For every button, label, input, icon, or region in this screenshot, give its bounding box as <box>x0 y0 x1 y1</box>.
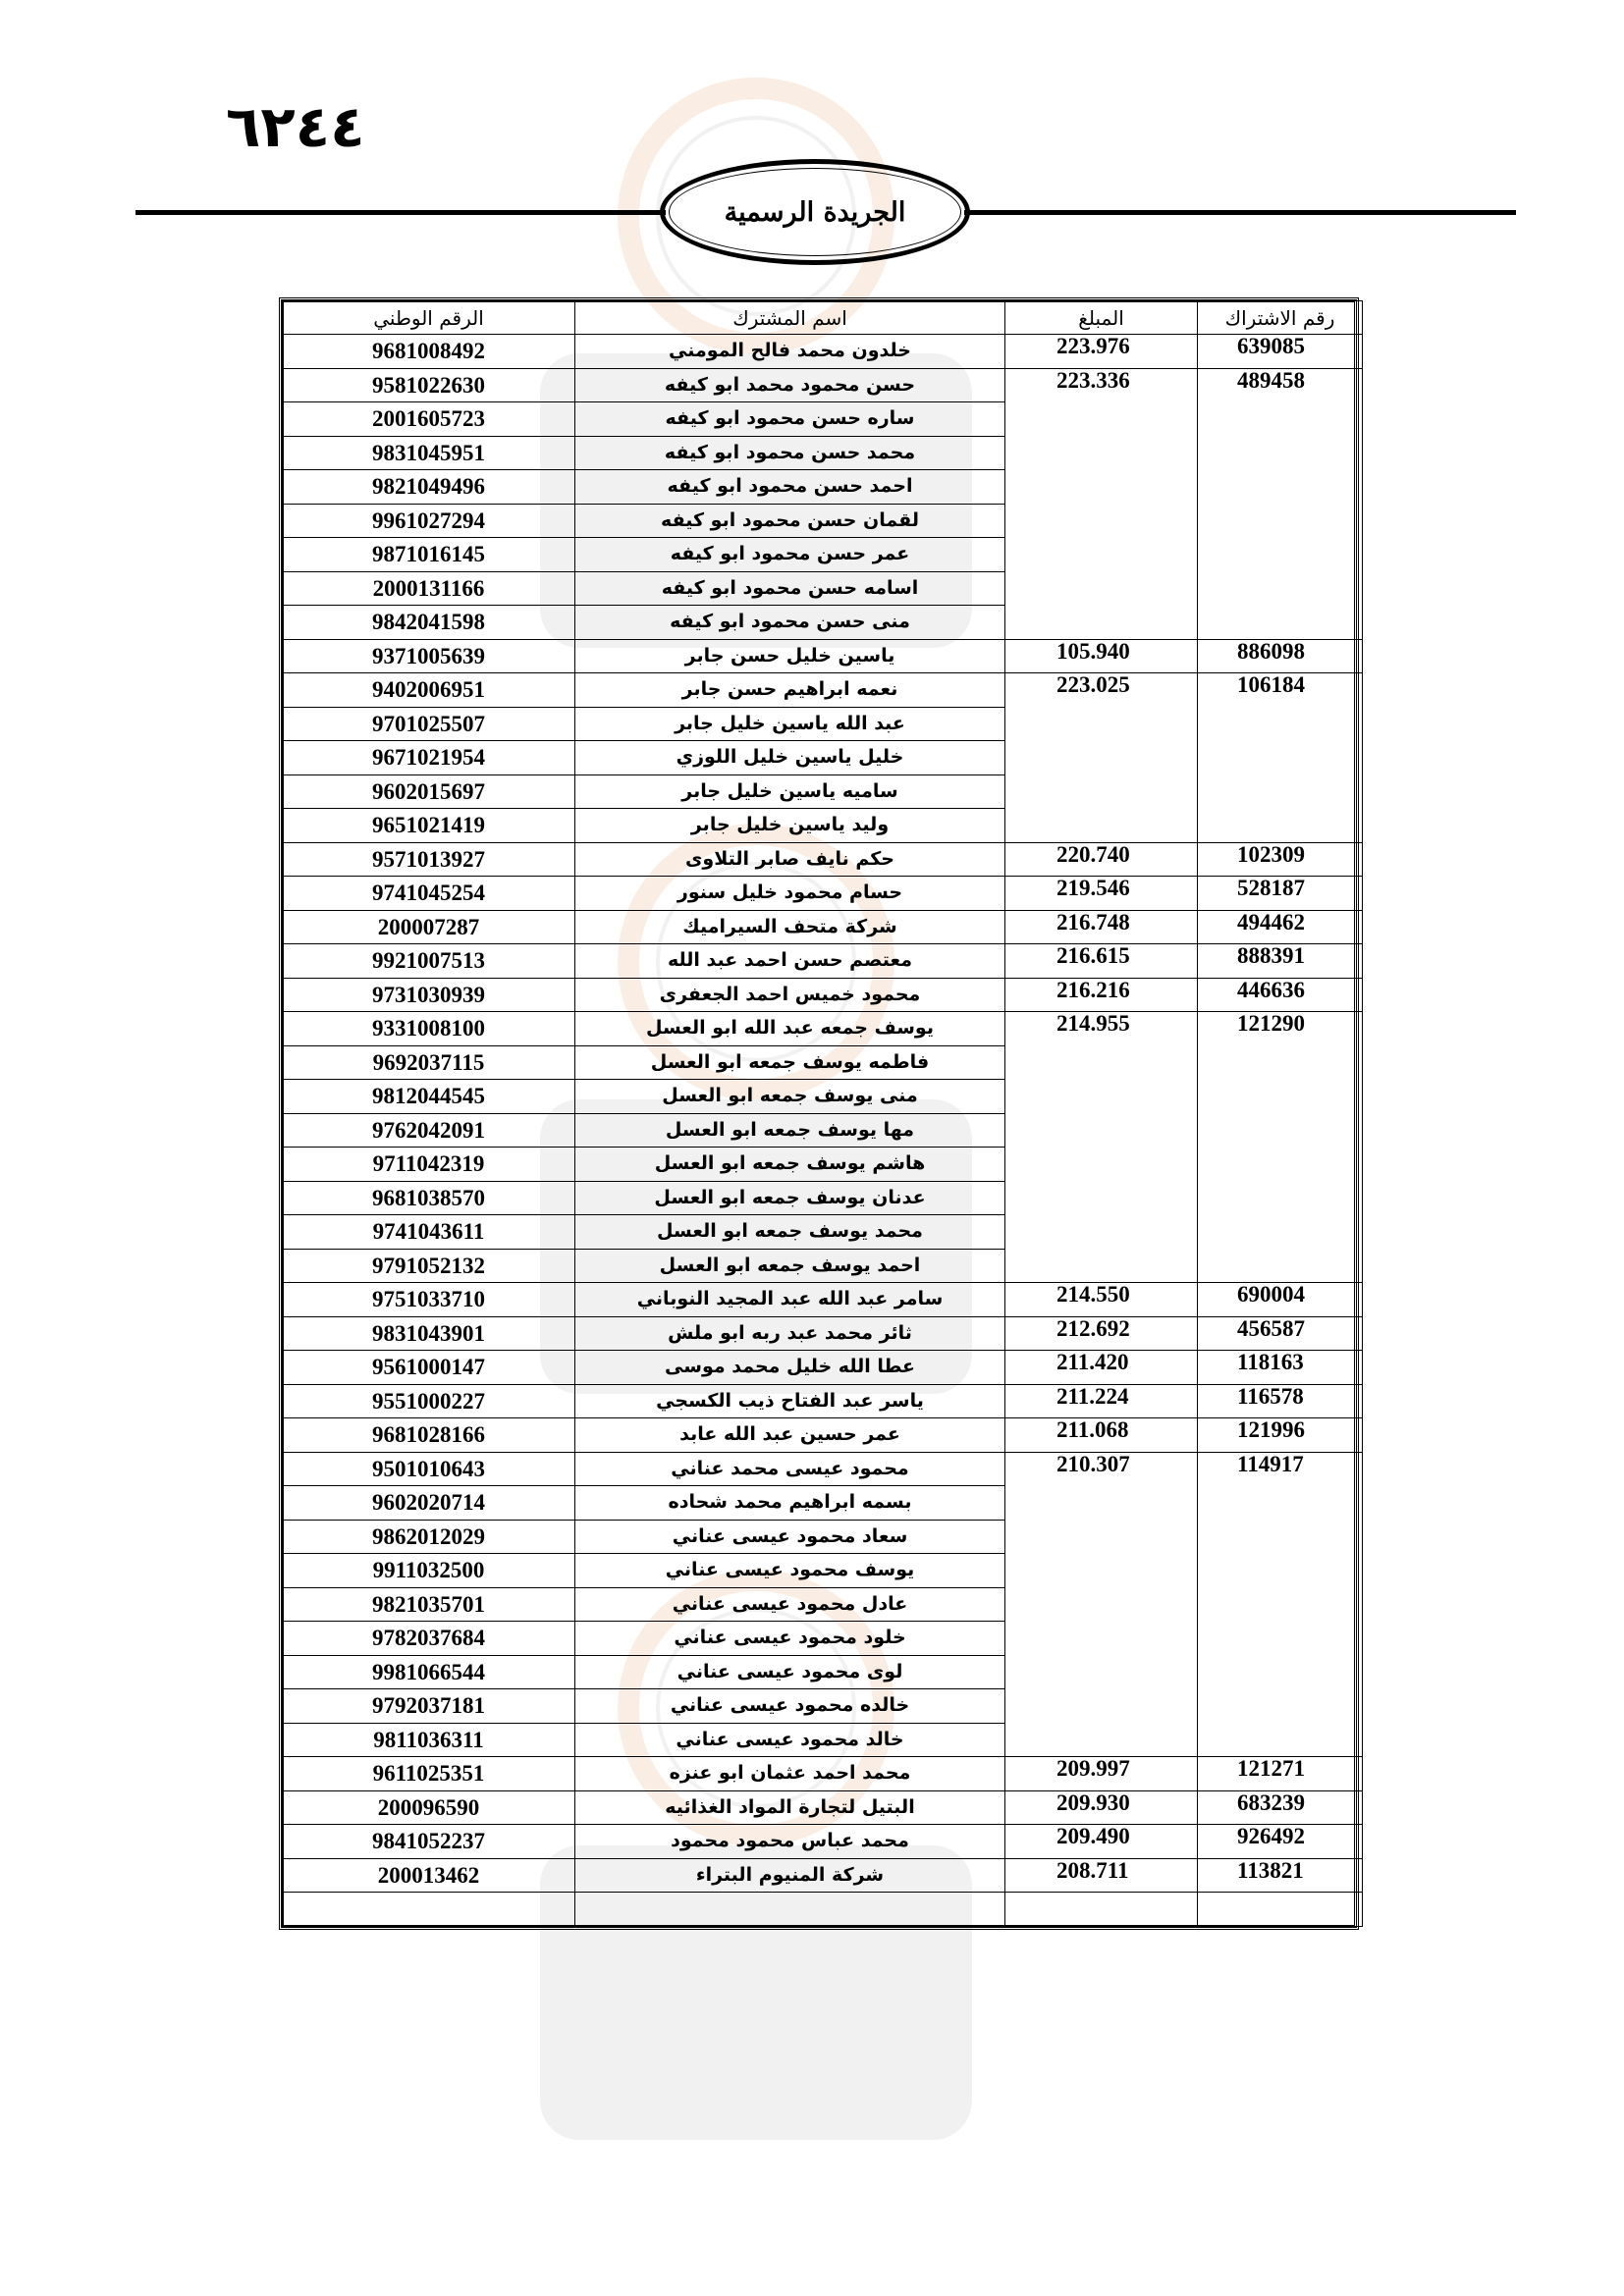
subscriber-name-cell: محمد عباس محمود محمود <box>575 1825 1005 1859</box>
subscriber-name-cell: البتيل لتجارة المواد الغذائيه <box>575 1790 1005 1825</box>
subscriber-name-cell: شركة المنيوم البتراء <box>575 1858 1005 1893</box>
subscriber-name-cell: سامر عبد الله عبد المجيد النوباني <box>575 1283 1005 1317</box>
table-row <box>283 1790 1363 1825</box>
table-body <box>283 335 1363 1927</box>
subscriber-name-cell: خلدون محمد فالح المومني <box>575 335 1005 369</box>
national-id-cell: 9842041598 <box>283 606 575 640</box>
subscriber-name-cell: ياسين خليل حسن جابر <box>575 639 1005 673</box>
subscriber-name-cell: يوسف جمعه عبد الله ابو العسل <box>575 1012 1005 1046</box>
amount-cell: 209.490 <box>1005 1825 1198 1859</box>
national-id-cell: 9611025351 <box>283 1757 575 1791</box>
gazette-title <box>660 159 970 265</box>
amount-cell: 211.068 <box>1005 1418 1198 1453</box>
amount-cell: 211.420 <box>1005 1351 1198 1385</box>
national-id-cell: 9581022630 <box>283 368 575 402</box>
national-id-cell: 9681038570 <box>283 1181 575 1215</box>
table-row <box>283 1757 1363 1791</box>
national-id-cell: 9741043611 <box>283 1215 575 1250</box>
subscriber-name-cell: لقمان حسن محمود ابو كيفه <box>575 504 1005 538</box>
amount-cell: 216.748 <box>1005 910 1198 944</box>
subscriber-name-cell: ياسر عبد الفتاح ذيب الكسجي <box>575 1384 1005 1418</box>
subscriber-name-cell: حسن محمود محمد ابو كيفه <box>575 368 1005 402</box>
subscriber-name-cell: منى حسن محمود ابو كيفه <box>575 606 1005 640</box>
subscriber-name-cell: حكم نايف صابر التلاوى <box>575 842 1005 877</box>
table-row <box>283 1012 1363 1046</box>
subscriber-name-cell: يوسف محمود عيسى عناني <box>575 1554 1005 1588</box>
page-number: ٦٢٤٤ <box>226 93 365 160</box>
amount-cell: 223.976 <box>1005 335 1198 369</box>
national-id-cell: 9331008100 <box>283 1012 575 1046</box>
table-row <box>283 368 1363 402</box>
header-subscriber-name: اسم المشترك <box>575 301 1005 335</box>
subscription-number-cell: 456587 <box>1198 1316 1363 1351</box>
amount-cell: 216.216 <box>1005 978 1198 1012</box>
table-row <box>283 944 1363 979</box>
amount-cell: 209.930 <box>1005 1790 1198 1825</box>
amount-cell: 208.711 <box>1005 1858 1198 1893</box>
national-id-cell: 9782037684 <box>283 1622 575 1656</box>
table-row <box>283 1351 1363 1385</box>
subscription-number-cell: 528187 <box>1198 877 1363 911</box>
blank-cell <box>1198 1893 1363 1927</box>
subscriber-name-cell: عادل محمود عيسى عناني <box>575 1587 1005 1622</box>
blank-cell <box>575 1893 1005 1927</box>
national-id-cell: 9791052132 <box>283 1249 575 1283</box>
blank-cell <box>283 1893 575 1927</box>
national-id-cell: 9812044545 <box>283 1080 575 1114</box>
table-row <box>283 1384 1363 1418</box>
subscription-number-cell: 926492 <box>1198 1825 1363 1859</box>
subscriber-name-cell: اسامه حسن محمود ابو كيفه <box>575 571 1005 606</box>
national-id-cell: 9961027294 <box>283 504 575 538</box>
national-id-cell: 9792037181 <box>283 1689 575 1724</box>
records-table-frame <box>279 297 1359 1930</box>
subscriber-name-cell: عبد الله ياسين خليل جابر <box>575 707 1005 741</box>
subscriber-name-cell: خلود محمود عيسى عناني <box>575 1622 1005 1656</box>
table-row <box>283 1316 1363 1351</box>
subscriber-name-cell: خالده محمود عيسى عناني <box>575 1689 1005 1724</box>
national-id-cell: 9371005639 <box>283 639 575 673</box>
subscriber-name-cell: محمود خميس احمد الجعفرى <box>575 978 1005 1012</box>
national-id-cell: 9841052237 <box>283 1825 575 1859</box>
subscriber-name-cell: حسام محمود خليل سنور <box>575 877 1005 911</box>
table-row <box>283 1418 1363 1453</box>
national-id-cell: 9821049496 <box>283 470 575 505</box>
table-row <box>283 673 1363 708</box>
subscriber-name-cell: عطا الله خليل محمد موسى <box>575 1351 1005 1385</box>
gazette-title-text: الجريدة الرسمية <box>724 196 906 228</box>
national-id-cell: 2001605723 <box>283 402 575 437</box>
subscription-number-cell: 113821 <box>1198 1858 1363 1893</box>
subscriber-name-cell: محمد يوسف جمعه ابو العسل <box>575 1215 1005 1250</box>
subscriber-name-cell: عمر حسين عبد الله عابد <box>575 1418 1005 1453</box>
amount-cell: 105.940 <box>1005 639 1198 673</box>
subscription-number-cell: 114917 <box>1198 1452 1363 1757</box>
subscription-number-cell: 118163 <box>1198 1351 1363 1385</box>
table-row <box>283 978 1363 1012</box>
amount-cell: 214.955 <box>1005 1012 1198 1283</box>
subscriber-name-cell: وليد ياسين خليل جابر <box>575 809 1005 843</box>
national-id-cell: 9671021954 <box>283 741 575 775</box>
table-row <box>283 639 1363 673</box>
subscription-number-cell: 888391 <box>1198 944 1363 979</box>
national-id-cell: 9762042091 <box>283 1113 575 1148</box>
subscriber-name-cell: منى يوسف جمعه ابو العسل <box>575 1080 1005 1114</box>
subscription-number-cell: 639085 <box>1198 335 1363 369</box>
table-row <box>283 910 1363 944</box>
national-id-cell: 9402006951 <box>283 673 575 708</box>
subscriber-name-cell: شركة متحف السيراميك <box>575 910 1005 944</box>
subscription-number-cell: 106184 <box>1198 673 1363 843</box>
subscriber-name-cell: عمر حسن محمود ابو كيفه <box>575 538 1005 572</box>
header-amount: المبلغ <box>1005 301 1198 335</box>
national-id-cell: 9871016145 <box>283 538 575 572</box>
subscriber-name-cell: احمد حسن محمود ابو كيفه <box>575 470 1005 505</box>
subscriber-name-cell: ثائر محمد عبد ربه ابو ملش <box>575 1316 1005 1351</box>
national-id-cell: 9711042319 <box>283 1148 575 1182</box>
national-id-cell: 9561000147 <box>283 1351 575 1385</box>
national-id-cell: 9981066544 <box>283 1655 575 1689</box>
amount-cell: 210.307 <box>1005 1452 1198 1757</box>
subscriber-name-cell: احمد يوسف جمعه ابو العسل <box>575 1249 1005 1283</box>
subscriber-name-cell: خليل ياسين خليل اللوزي <box>575 741 1005 775</box>
subscriber-name-cell: فاطمه يوسف جمعه ابو العسل <box>575 1045 1005 1080</box>
subscription-number-cell: 121271 <box>1198 1757 1363 1791</box>
blank-cell <box>1005 1893 1198 1927</box>
records-table <box>282 300 1363 1927</box>
amount-cell: 223.336 <box>1005 368 1198 639</box>
national-id-cell: 9571013927 <box>283 842 575 877</box>
subscription-number-cell: 683239 <box>1198 1790 1363 1825</box>
subscriber-name-cell: محمد احمد عثمان ابو عنزه <box>575 1757 1005 1791</box>
subscriber-name-cell: هاشم يوسف جمعه ابو العسل <box>575 1148 1005 1182</box>
table-row <box>283 1452 1363 1486</box>
subscriber-name-cell: محمد حسن محمود ابو كيفه <box>575 436 1005 470</box>
national-id-cell: 9862012029 <box>283 1520 575 1554</box>
amount-cell: 211.224 <box>1005 1384 1198 1418</box>
subscriber-name-cell: ساره حسن محمود ابو كيفه <box>575 402 1005 437</box>
table-row <box>283 842 1363 877</box>
national-id-cell: 9602015697 <box>283 774 575 809</box>
header-national-id: الرقم الوطني <box>283 301 575 335</box>
national-id-cell: 9821035701 <box>283 1587 575 1622</box>
subscription-number-cell: 886098 <box>1198 639 1363 673</box>
subscription-number-cell: 121290 <box>1198 1012 1363 1283</box>
subscriber-name-cell: لوى محمود عيسى عناني <box>575 1655 1005 1689</box>
subscriber-name-cell: معتصم حسن احمد عبد الله <box>575 944 1005 979</box>
subscription-number-cell: 121996 <box>1198 1418 1363 1453</box>
amount-cell: 219.546 <box>1005 877 1198 911</box>
national-id-cell: 200007287 <box>283 910 575 944</box>
amount-cell: 209.997 <box>1005 1757 1198 1791</box>
national-id-cell: 9692037115 <box>283 1045 575 1080</box>
amount-cell: 223.025 <box>1005 673 1198 843</box>
table-row <box>283 1825 1363 1859</box>
national-id-cell: 9911032500 <box>283 1554 575 1588</box>
subscription-number-cell: 116578 <box>1198 1384 1363 1418</box>
national-id-cell: 9921007513 <box>283 944 575 979</box>
subscription-number-cell: 102309 <box>1198 842 1363 877</box>
national-id-cell: 9811036311 <box>283 1723 575 1757</box>
table-row <box>283 877 1363 911</box>
national-id-cell: 9501010643 <box>283 1452 575 1486</box>
national-id-cell: 200013462 <box>283 1858 575 1893</box>
national-id-cell: 200096590 <box>283 1790 575 1825</box>
national-id-cell: 9731030939 <box>283 978 575 1012</box>
subscriber-name-cell: بسمه ابراهيم محمد شحاده <box>575 1486 1005 1521</box>
national-id-cell: 9751033710 <box>283 1283 575 1317</box>
table-row <box>283 335 1363 369</box>
subscription-number-cell: 690004 <box>1198 1283 1363 1317</box>
national-id-cell: 9551000227 <box>283 1384 575 1418</box>
national-id-cell: 9602020714 <box>283 1486 575 1521</box>
subscriber-name-cell: ساميه ياسين خليل جابر <box>575 774 1005 809</box>
header-subscription-number: رقم الاشتراك <box>1198 301 1363 335</box>
national-id-cell: 9681008492 <box>283 335 575 369</box>
amount-cell: 212.692 <box>1005 1316 1198 1351</box>
subscription-number-cell: 446636 <box>1198 978 1363 1012</box>
national-id-cell: 9651021419 <box>283 809 575 843</box>
national-id-cell: 9831043901 <box>283 1316 575 1351</box>
subscriber-name-cell: محمود عيسى محمد عناني <box>575 1452 1005 1486</box>
subscriber-name-cell: سعاد محمود عيسى عناني <box>575 1520 1005 1554</box>
amount-cell: 214.550 <box>1005 1283 1198 1317</box>
amount-cell: 216.615 <box>1005 944 1198 979</box>
header-rule-left <box>135 210 666 215</box>
table-blank-row <box>283 1893 1363 1927</box>
subscriber-name-cell: نعمه ابراهيم حسن جابر <box>575 673 1005 708</box>
table-row <box>283 1858 1363 1893</box>
national-id-cell: 9681028166 <box>283 1418 575 1453</box>
amount-cell: 220.740 <box>1005 842 1198 877</box>
national-id-cell: 2000131166 <box>283 571 575 606</box>
subscriber-name-cell: عدنان يوسف جمعه ابو العسل <box>575 1181 1005 1215</box>
national-id-cell: 9701025507 <box>283 707 575 741</box>
table-header-row <box>283 301 1363 335</box>
subscription-number-cell: 489458 <box>1198 368 1363 639</box>
national-id-cell: 9741045254 <box>283 877 575 911</box>
subscriber-name-cell: خالد محمود عيسى عناني <box>575 1723 1005 1757</box>
subscription-number-cell: 494462 <box>1198 910 1363 944</box>
header-rule-right <box>964 210 1516 215</box>
national-id-cell: 9831045951 <box>283 436 575 470</box>
table-row <box>283 1283 1363 1317</box>
subscriber-name-cell: مها يوسف جمعه ابو العسل <box>575 1113 1005 1148</box>
